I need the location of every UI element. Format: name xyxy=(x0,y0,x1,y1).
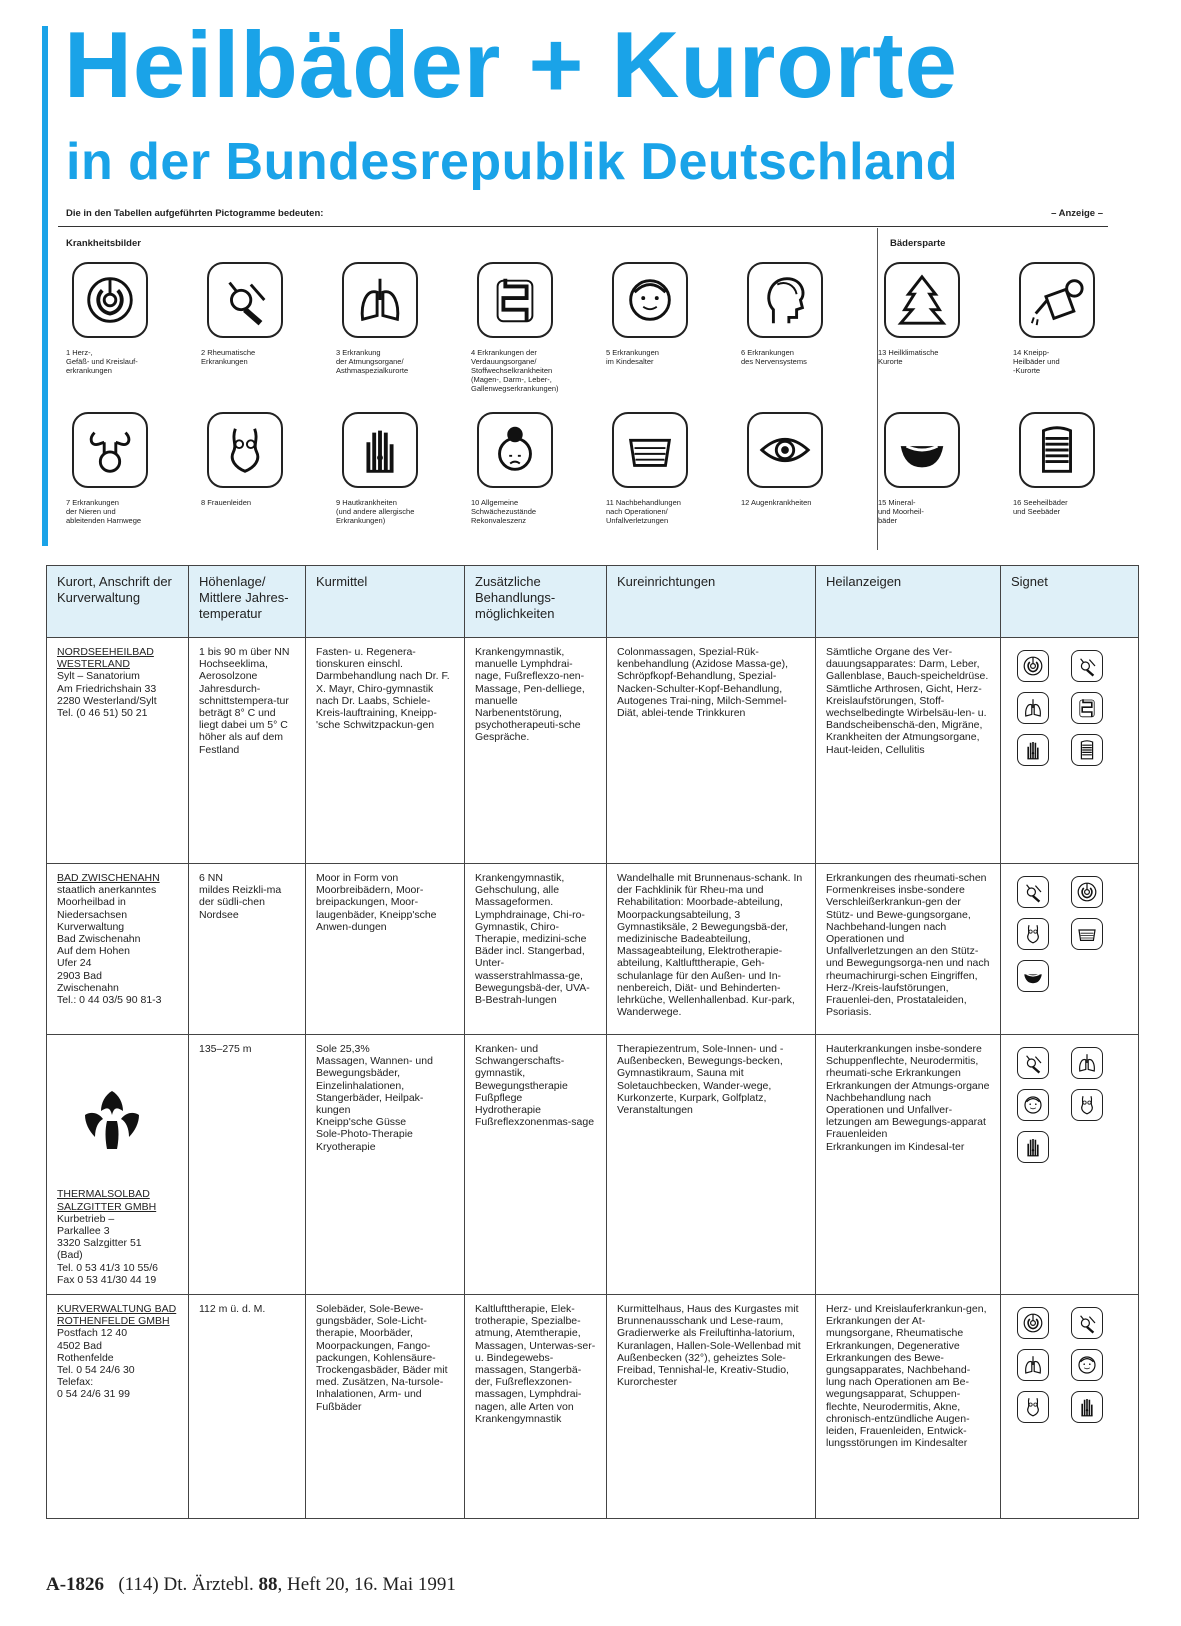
rheumatic-joint-icon xyxy=(1021,880,1045,904)
signet-pictogram xyxy=(1071,734,1103,766)
legend-caption: 16 Seeheilbäder und Seebäder xyxy=(1013,498,1068,516)
legend-item xyxy=(201,262,326,366)
heilanzeigen-cell: Sämtliche Organe des Ver-dauungsapparates: Darm, Leber, Gallenblase, Bauch-speicheldrüse. Sämtliche Arthrosen, Gicht, Herz-Kreislaufstörungen, Stoff-wechselbedingte Wirbelsäu-len- u. Bandscheibenschä-den, Migräne, Krankheiten der Atmungsorgane, Haut-leiden, Cellulitis xyxy=(816,638,1001,864)
legend-caption: 3 Erkrankung der Atmungsorgane/ Asthmaspezialkurorte xyxy=(336,348,409,375)
kureinrichtungen-cell: Kurmittelhaus, Haus des Kurgastes mit Brunnenausschank und Lese-raum, Gradierwerke als Freiluftinha-latorium, Kuranlagen, Hallen-Sole-Wellenbad mit Außenbecken (32°), geheiztes Sole-Freibad, Tennishal-le, Kreativ-Studio, Kurorchester xyxy=(607,1295,816,1519)
signet-pictogram xyxy=(1017,1391,1049,1423)
lungs-icon xyxy=(1021,1353,1045,1377)
table-row xyxy=(47,638,1139,864)
legend-pictogram xyxy=(207,262,283,338)
sea-waves-icon xyxy=(1075,738,1099,762)
signet-pictogram xyxy=(1071,1089,1103,1121)
legend-pictogram xyxy=(477,412,553,488)
legend-caption: 10 Allgemeine Schwächezustände Rekonvaleszenz xyxy=(471,498,537,525)
mud-bowl-icon xyxy=(1021,964,1045,988)
legend-caption: 15 Mineral- und Moorheil- bäder xyxy=(878,498,924,525)
fir-tree-icon xyxy=(893,271,951,329)
signet-pictogram xyxy=(1017,1047,1049,1079)
signet-pictogram xyxy=(1071,918,1103,950)
kurort-address: Kurbetrieb – Parkallee 3 3320 Salzgitter 51 (Bad) Tel. 0 53 41/3 10 55/6 Fax 0 53 41/30 44 19 xyxy=(57,1212,158,1286)
legend-pictogram xyxy=(884,412,960,488)
legend-item xyxy=(606,262,731,366)
signet-icons xyxy=(1011,646,1128,766)
signet-pictogram xyxy=(1071,876,1103,908)
section-label-baedersparte: Bädersparte xyxy=(890,238,946,249)
heilanzeigen-cell: Herz- und Kreislauferkrankun-gen, Erkrankungen der At-mungsorgane, Rheumatische Erkrankungen, Degenerative Erkrankungen des Bewe-gungsapparates, Nachbehand-lung nach Operationen am Be-wegungsapparat, Schuppen-flechte, Neurodermitis, Akne, chronisch-entzündliche Augen-leiden, Frauenleiden, Entwick-lungsstörungen im Kindesalter xyxy=(816,1295,1001,1519)
legend-item xyxy=(66,262,191,375)
kureinrichtungen-cell: Therapiezentrum, Sole-Innen- und -Außenbecken, Bewegungs-becken, Gymnastikraum, Sauna mit Soletauchbecken, Wander-wege, Kurkonzerte, Kurpark, Golfplatz, Veranstaltungen xyxy=(607,1035,816,1295)
hoehenlage-cell: 135–275 m xyxy=(189,1035,306,1295)
column-header: Kurmittel xyxy=(306,566,465,638)
zusatz-cell: Krankengymnastik, manuelle Lymphdrai-nage, Fußreflexzo-nen-Massage, Pen-delliege, manuelle Narbenentstörung, psychotherapeuti-sche Gespräche. xyxy=(465,638,607,864)
column-header: Zusätzliche Behandlungs-möglichkeiten xyxy=(465,566,607,638)
page-title: Heilbäder + Kurorte xyxy=(64,12,958,117)
column-header: Höhenlage/ Mittlere Jahres-temperatur xyxy=(189,566,306,638)
hoehenlage-cell: 112 m ü. d. M. xyxy=(189,1295,306,1519)
kureinrichtungen-cell: Wandelhalle mit Brunnenaus-schank. In der Fachklinik für Rheu-ma und Rehabilitation: Moorbade-abteilung, Moorpackungsabteilung, 3 Gymnastiksäle, 2 Bewegungsbä-der, medizinische Badeabteilung, Massageabteilung, Elektrotherapie-abteilung, Kaltlufttherapie, Geh-schulanlage für den Außen- und In-nenbereich, Diät- und Behinderten-lehrküche, Wellenhallenbad. Kur-park, Wanderwege. xyxy=(607,864,816,1035)
legend-caption: 4 Erkrankungen der Verdauungsorgane/ Stoffwechselkrankheiten (Magen-, Darm-, Leber-, Gallenwegserkrankungen) xyxy=(471,348,559,393)
lungs-icon xyxy=(351,271,409,329)
legend-item xyxy=(606,412,731,525)
journal-volume: 88 xyxy=(258,1574,278,1595)
legend-pictogram xyxy=(342,412,418,488)
legend-pictogram xyxy=(1019,262,1095,338)
legend-pictogram xyxy=(747,412,823,488)
watering-can-icon xyxy=(1028,271,1086,329)
advertisement-label: – Anzeige – xyxy=(1051,208,1103,219)
signet-pictogram xyxy=(1071,1307,1103,1339)
kurmittel-cell: Solebäder, Sole-Bewe-gungsbäder, Sole-Licht-therapie, Moorbäder, Moorpackungen, Fango-packungen, Kohlensäure-Trockengasbäder, Bäder mit med. Zusätzen, Na-tursole-Inhalationen, Arm- und Fußbäder xyxy=(306,1295,465,1519)
kurort-address: Postfach 12 40 4502 Bad Rothenfelde Tel. 0 54 24/6 30 Telefax: 0 54 24/6 31 99 xyxy=(57,1327,135,1401)
page-subtitle: in der Bundesrepublik Deutschland xyxy=(66,133,958,191)
female-torso-icon xyxy=(216,421,274,479)
kurorte-table xyxy=(46,565,1139,1519)
kurort-address: staatlich anerkanntes Moorheilbad in Niedersachsen Kurverwaltung Bad Zwischenahn Auf dem Hohen Ufer 24 2903 Bad Zwischenahn Tel.: 0 44 03/5 90 81-3 xyxy=(57,884,162,1007)
signet-cell xyxy=(1001,638,1139,864)
legend-caption: 8 Frauenleiden xyxy=(201,498,252,507)
female-torso-icon xyxy=(1075,1093,1099,1117)
signet-pictogram xyxy=(1071,650,1103,682)
signet-pictogram xyxy=(1017,1089,1049,1121)
signet-pictogram xyxy=(1017,1131,1049,1163)
legend-item xyxy=(741,262,866,366)
signet-pictogram xyxy=(1017,876,1049,908)
sea-waves-icon xyxy=(1028,421,1086,479)
kurort-cell xyxy=(47,864,189,1035)
hoehenlage-cell: 1 bis 90 m über NN Hochseeklima, Aerosolzone Jahresdurch-schnittstempera-tur beträgt 8° C und liegt dabei um 5° C höher als auf dem Festland xyxy=(189,638,306,864)
journal-ref: (114) Dt. Ärztebl. xyxy=(118,1574,254,1595)
kurort-name: BAD ZWISCHENAHN xyxy=(57,872,160,884)
signet-icons xyxy=(1011,1043,1128,1163)
legend-pictogram xyxy=(747,262,823,338)
legend-item xyxy=(878,412,1003,525)
pictogram-intro: Die in den Tabellen aufgeführten Pictogramme bedeuten: xyxy=(66,208,324,219)
signet-cell xyxy=(1001,1035,1139,1295)
column-header: Heilanzeigen xyxy=(816,566,1001,638)
signet-cell xyxy=(1001,1295,1139,1519)
table-row xyxy=(47,1035,1139,1295)
legend-caption: 5 Erkrankungen im Kindesalter xyxy=(606,348,659,366)
digestive-tract-icon xyxy=(486,271,544,329)
kurort-address: Sylt – Sanatorium Am Friedrichshain 33 2280 Westerland/Sylt Tel. (0 46 51) 50 21 xyxy=(57,670,157,720)
child-face-icon xyxy=(621,271,679,329)
signet-pictogram xyxy=(1071,692,1103,724)
table-header-row xyxy=(47,566,1139,638)
legend-caption: 7 Erkrankungen der Nieren und ableitenden Harnwege xyxy=(66,498,142,525)
accent-bar xyxy=(42,26,48,546)
signet-pictogram xyxy=(1017,1349,1049,1381)
heilanzeigen-cell: Erkrankungen des rheumati-schen Formenkreises insbe-sondere Verschleißerkrankun-gen der Stütz- und Bewe-gungsorgane, Nachbehand-lungen nach Operationen und Unfallverletzungen an den Stütz- und Bewegungsorga-nen und nach rheumachirurgi-schen Eingriffen, Herz-/Kreis-laufstörungen, Frauenlei-den, Prostataleiden, Psoriasis. xyxy=(816,864,1001,1035)
kurmittel-cell: Moor in Form von Moorbreibädern, Moor-breipackungen, Moor-laugenbäder, Kneipp'sche Anwen-dungen xyxy=(306,864,465,1035)
child-face-icon xyxy=(1021,1093,1045,1117)
kurmittel-cell: Sole 25,3% Massagen, Wannen- und Bewegungsbäder, Einzelinhalationen, Stangerbäder, Heilpak-kungen Kneipp'sche Güsse Sole-Photo-Therapie Kryotherapie xyxy=(306,1035,465,1295)
legend-pictogram xyxy=(342,262,418,338)
hoehenlage-cell: 6 NN mildes Reizkli-ma der südli-chen Nordsee xyxy=(189,864,306,1035)
hand-skin-icon xyxy=(351,421,409,479)
legend-pictogram xyxy=(477,262,553,338)
rheumatic-joint-icon xyxy=(216,271,274,329)
legend-caption: 14 Kneipp- Heilbäder und -Kurorte xyxy=(1013,348,1060,375)
legend-item xyxy=(1013,262,1138,375)
lungs-icon xyxy=(1021,696,1045,720)
heilanzeigen-cell: Hauterkrankungen insbe-sondere Schuppenflechte, Neurodermitis, rheumati-sche Erkrankungen Erkrankungen der Atmungs-organe Nachbehandlung nach Operationen und Unfallver-letzungen am Bewegungs-apparat Frauenleiden Erkrankungen im Kindesal-ter xyxy=(816,1035,1001,1295)
signet-pictogram xyxy=(1017,734,1049,766)
heart-circulation-icon xyxy=(1021,1311,1045,1335)
signet-icons xyxy=(1011,872,1128,992)
hand-skin-icon xyxy=(1075,1395,1099,1419)
heart-circulation-icon xyxy=(1021,654,1045,678)
column-header: Kurort, Anschrift der Kurverwaltung xyxy=(47,566,189,638)
legend-caption: 12 Augenkrankheiten xyxy=(741,498,812,507)
journal-issue: , Heft 20, 16. Mai 1991 xyxy=(277,1574,456,1595)
hand-skin-icon xyxy=(1021,1135,1045,1159)
section-label-krankheitsbilder: Krankheitsbilder xyxy=(66,238,141,249)
zusatz-cell: Krankengymnastik, Gehschulung, alle Massageformen. Lymphdrainage, Chi-ro-Gymnastik, Chiro-Therapie, medizini-sche Bäder incl. Stangerbad, Unter-wasserstrahlmassa-ge, Bewegungsbä-der, UVA-B-Bestrah-lungen xyxy=(465,864,607,1035)
kurort-cell xyxy=(47,638,189,864)
signet-pictogram xyxy=(1071,1391,1103,1423)
table-row xyxy=(47,1295,1139,1519)
digestive-tract-icon xyxy=(1075,696,1099,720)
kurort-name: NORDSEEHEILBAD WESTERLAND xyxy=(57,646,154,671)
legend-item xyxy=(471,412,596,525)
kurort-cell xyxy=(47,1035,189,1295)
table-row xyxy=(47,864,1139,1035)
column-header: Signet xyxy=(1001,566,1139,638)
legend-pictogram xyxy=(207,412,283,488)
kureinrichtungen-cell: Colonmassagen, Spezial-Rük-kenbehandlung (Azidose Massa-ge), Schröpfkopf-Behandlung, Spezial-Nacken-Schulter-Kopf-Behandlung, Autogenes Trai-ning, Milch-Semmel-Diät, ablei-tende Trinkkuren xyxy=(607,638,816,864)
salzgitter-fountain-logo xyxy=(77,1085,147,1155)
signet-pictogram xyxy=(1017,1307,1049,1339)
column-header: Kureinrichtungen xyxy=(607,566,816,638)
hand-skin-icon xyxy=(1021,738,1045,762)
child-face-icon xyxy=(1075,1353,1099,1377)
signet-pictogram xyxy=(1017,918,1049,950)
header-rule xyxy=(58,226,1108,227)
heart-circulation-icon xyxy=(1075,880,1099,904)
legend-item xyxy=(66,412,191,525)
bath-tub-icon xyxy=(621,421,679,479)
signet-cell xyxy=(1001,864,1139,1035)
mud-bowl-icon xyxy=(893,421,951,479)
nervous-system-head-icon xyxy=(756,271,814,329)
kurort-name: THERMALSOLBAD SALZGITTER GMBH xyxy=(57,1188,157,1213)
legend-caption: 1 Herz-, Gefäß- und Kreislauf- erkrankungen xyxy=(66,348,138,375)
eye-icon xyxy=(756,421,814,479)
female-torso-icon xyxy=(1021,1395,1045,1419)
legend-caption: 6 Erkrankungen des Nervensystems xyxy=(741,348,807,366)
bath-tub-icon xyxy=(1075,922,1099,946)
rheumatic-joint-icon xyxy=(1021,1051,1045,1075)
signet-pictogram xyxy=(1071,1047,1103,1079)
legend-item xyxy=(1013,412,1138,516)
female-torso-icon xyxy=(1021,922,1045,946)
page-id: A-1826 xyxy=(46,1574,105,1595)
legend-item xyxy=(201,412,326,507)
signet-pictogram xyxy=(1017,960,1049,992)
page-footer xyxy=(46,1574,456,1596)
legend-item xyxy=(471,262,596,393)
signet-icons xyxy=(1011,1303,1128,1423)
lungs-icon xyxy=(1075,1051,1099,1075)
legend-pictogram xyxy=(72,412,148,488)
legend-item xyxy=(336,412,461,525)
legend-pictogram xyxy=(884,262,960,338)
legend-item xyxy=(878,262,1003,366)
kurort-name: KURVERWALTUNG BAD ROTHENFELDE GMBH xyxy=(57,1303,177,1328)
zusatz-cell: Kaltlufttherapie, Elek-trotherapie, Spezialbe-atmung, Atemtherapie, Massagen, Unterwas-ser- u. Bindegewebs-massagen, Stangerbä-der, Fußreflexzonen-massagen, Lymphdrai-nagen, alle Arten von Krankengymnastik xyxy=(465,1295,607,1519)
kurort-cell xyxy=(47,1295,189,1519)
legend-pictogram xyxy=(72,262,148,338)
signet-pictogram xyxy=(1017,650,1049,682)
legend-pictogram xyxy=(1019,412,1095,488)
legend-caption: 13 Heilklimatische Kurorte xyxy=(878,348,939,366)
legend-caption: 11 Nachbehandlungen nach Operationen/ Unfallverletzungen xyxy=(606,498,681,525)
exhausted-face-icon xyxy=(486,421,544,479)
legend-caption: 9 Hautkrankheiten (und andere allergische Erkrankungen) xyxy=(336,498,415,525)
heart-circulation-icon xyxy=(81,271,139,329)
signet-pictogram xyxy=(1017,692,1049,724)
rheumatic-joint-icon xyxy=(1075,654,1099,678)
legend-caption: 2 Rheumatische Erkrankungen xyxy=(201,348,256,366)
signet-pictogram xyxy=(1071,1349,1103,1381)
kidney-icon xyxy=(81,421,139,479)
rheumatic-joint-icon xyxy=(1075,1311,1099,1335)
zusatz-cell: Kranken- und Schwangerschafts-gymnastik, Bewegungstherapie Fußpflege Hydrotherapie Fußreflexzonenmas-sage xyxy=(465,1035,607,1295)
legend-pictogram xyxy=(612,412,688,488)
legend-item xyxy=(336,262,461,375)
legend-pictogram xyxy=(612,262,688,338)
kurmittel-cell: Fasten- u. Regenera-tionskuren einschl. Darmbehandlung nach Dr. F. X. Mayr, Chiro-gymnastik nach Dr. Laabs, Schiele-Kreis-lauftraining, Kneipp-'sche Schwitzpackun-gen xyxy=(306,638,465,864)
legend-item xyxy=(741,412,866,507)
